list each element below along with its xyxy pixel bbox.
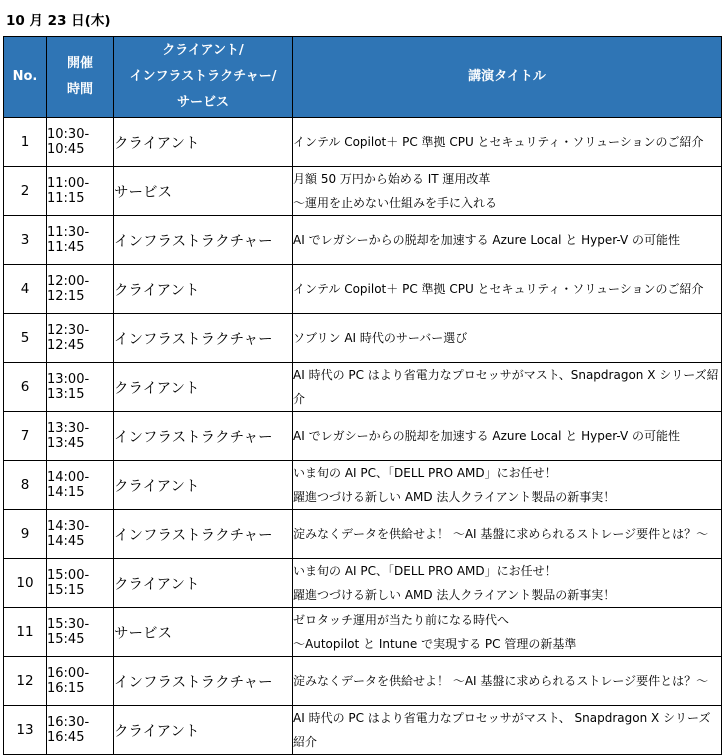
header-time-line2: 時間 <box>66 82 93 97</box>
header-row <box>4 37 722 118</box>
row-title <box>293 118 722 167</box>
row-time-start: 13:30- <box>47 421 90 436</box>
table-row <box>4 412 722 461</box>
row-time-end: 13:45 <box>47 436 85 451</box>
row-title <box>293 510 722 559</box>
row-time-start: 16:30- <box>47 715 90 730</box>
table-row <box>4 314 722 363</box>
header-category-line2: インフラストラクチャー/ <box>129 69 277 84</box>
row-no: 11 <box>4 608 47 657</box>
row-title-text: AI でレガシーからの脱却を加速する Azure Local と Hyper-V の可能性 <box>293 429 681 443</box>
row-time <box>47 314 114 363</box>
row-no: 10 <box>4 559 47 608</box>
row-title <box>293 706 722 755</box>
table-row <box>4 167 722 216</box>
row-time-start: 15:00- <box>47 568 90 583</box>
row-no: 13 <box>4 706 47 755</box>
row-no: 2 <box>4 167 47 216</box>
table-header <box>4 37 722 118</box>
table-row <box>4 559 722 608</box>
header-title: 講演タイトル <box>293 37 722 118</box>
row-time-start: 14:30- <box>47 519 90 534</box>
row-time <box>47 559 114 608</box>
row-title-text: 淀みなくデータを供給せよ！ ～AI 基盤に求められるストレージ要件とは？～ <box>293 527 709 541</box>
row-time-start: 10:30- <box>47 127 90 142</box>
row-title <box>293 608 722 657</box>
row-title-line2: ～運用を止めない仕組みを手に入れる <box>293 196 498 210</box>
row-time <box>47 461 114 510</box>
row-title <box>293 167 722 216</box>
header-category <box>114 37 293 118</box>
row-no: 12 <box>4 657 47 706</box>
row-time-start: 13:00- <box>47 372 90 387</box>
row-title <box>293 216 722 265</box>
row-time <box>47 167 114 216</box>
row-title-text: ソブリン AI 時代のサーバー選び <box>293 331 468 345</box>
row-title-line1: 月額 50 万円から始める IT 運用改革 <box>293 172 491 186</box>
table-row <box>4 216 722 265</box>
row-time <box>47 363 114 412</box>
row-time-end: 11:15 <box>47 191 85 206</box>
row-title-text: AI 時代の PC はより省電力なプロセッサがマスト、 Snapdragon X シリーズ紹介 <box>293 711 711 749</box>
header-no: No. <box>4 37 47 118</box>
row-title <box>293 559 722 608</box>
row-time-start: 12:30- <box>47 323 90 338</box>
header-time-line1: 開催 <box>66 56 93 71</box>
row-category: クライアント <box>114 118 293 167</box>
row-title <box>293 461 722 510</box>
row-category: インフラストラクチャー <box>114 412 293 461</box>
row-title-line2: ～Autopilot と Intune で実現する PC 管理の新基準 <box>293 637 577 651</box>
row-category: インフラストラクチャー <box>114 216 293 265</box>
row-time-start: 11:30- <box>47 225 90 240</box>
row-time <box>47 657 114 706</box>
row-no: 3 <box>4 216 47 265</box>
row-title-text: インテル Copilot＋ PC 準拠 CPU とセキュリティ・ソリューションのご紹介 <box>293 135 704 149</box>
row-title-text: AI 時代の PC はより省電力なプロセッサがマスト、Snapdragon X シリーズ紹介 <box>293 368 719 406</box>
row-time <box>47 706 114 755</box>
row-category: クライアント <box>114 559 293 608</box>
row-category: クライアント <box>114 265 293 314</box>
table-row <box>4 118 722 167</box>
row-time-start: 14:00- <box>47 470 90 485</box>
header-category-line1: クライアント/ <box>162 43 244 58</box>
row-title-text: インテル Copilot＋ PC 準拠 CPU とセキュリティ・ソリューションのご紹介 <box>293 282 704 296</box>
row-category: サービス <box>114 167 293 216</box>
row-title-text: 淀みなくデータを供給せよ！ ～AI 基盤に求められるストレージ要件とは？～ <box>293 674 709 688</box>
row-time <box>47 265 114 314</box>
row-no: 7 <box>4 412 47 461</box>
row-time-end: 10:45 <box>47 142 85 157</box>
session-schedule-table <box>3 36 722 755</box>
row-title-text: AI でレガシーからの脱却を加速する Azure Local と Hyper-V の可能性 <box>293 233 681 247</box>
table-body <box>4 118 722 755</box>
date-heading: 10 月 23 日(木) <box>6 13 111 29</box>
row-time-end: 12:45 <box>47 338 85 353</box>
row-title <box>293 363 722 412</box>
row-title-line1: ゼロタッチ運用が当たり前になる時代へ <box>293 613 510 627</box>
row-time-end: 16:45 <box>47 730 85 745</box>
row-time-end: 14:15 <box>47 485 85 500</box>
row-time <box>47 608 114 657</box>
row-time-end: 12:15 <box>47 289 85 304</box>
header-time <box>47 37 114 118</box>
row-time-end: 13:15 <box>47 387 85 402</box>
row-time-start: 15:30- <box>47 617 90 632</box>
row-title <box>293 412 722 461</box>
row-title <box>293 657 722 706</box>
row-no: 6 <box>4 363 47 412</box>
table-row <box>4 706 722 755</box>
row-title-line2: 躍進つづける新しい AMD 法人クライアント製品の新事実！ <box>293 588 616 602</box>
row-no: 9 <box>4 510 47 559</box>
header-category-line3: サービス <box>176 95 229 110</box>
row-category: クライアント <box>114 363 293 412</box>
row-title-line1: いま旬の AI PC、「DELL PRO AMD」にお任せ！ <box>293 466 557 480</box>
row-category: クライアント <box>114 706 293 755</box>
row-time-end: 11:45 <box>47 240 85 255</box>
row-time <box>47 216 114 265</box>
row-time-start: 11:00- <box>47 176 90 191</box>
row-time <box>47 412 114 461</box>
row-category: サービス <box>114 608 293 657</box>
row-time <box>47 118 114 167</box>
row-title <box>293 314 722 363</box>
table-row <box>4 510 722 559</box>
table-row <box>4 461 722 510</box>
row-time <box>47 510 114 559</box>
row-category: インフラストラクチャー <box>114 510 293 559</box>
row-category: クライアント <box>114 461 293 510</box>
row-category: インフラストラクチャー <box>114 657 293 706</box>
row-no: 4 <box>4 265 47 314</box>
table-row <box>4 657 722 706</box>
row-no: 5 <box>4 314 47 363</box>
table-row <box>4 265 722 314</box>
row-time-end: 15:15 <box>47 583 85 598</box>
row-category: インフラストラクチャー <box>114 314 293 363</box>
row-time-start: 16:00- <box>47 666 90 681</box>
row-title-line2: 躍進つづける新しい AMD 法人クライアント製品の新事実！ <box>293 490 616 504</box>
row-no: 8 <box>4 461 47 510</box>
table-row <box>4 608 722 657</box>
row-title <box>293 265 722 314</box>
row-time-end: 14:45 <box>47 534 85 549</box>
row-title-line1: いま旬の AI PC、「DELL PRO AMD」にお任せ！ <box>293 564 557 578</box>
table-row <box>4 363 722 412</box>
row-time-end: 16:15 <box>47 681 85 696</box>
row-time-start: 12:00- <box>47 274 90 289</box>
row-time-end: 15:45 <box>47 632 85 647</box>
row-no: 1 <box>4 118 47 167</box>
